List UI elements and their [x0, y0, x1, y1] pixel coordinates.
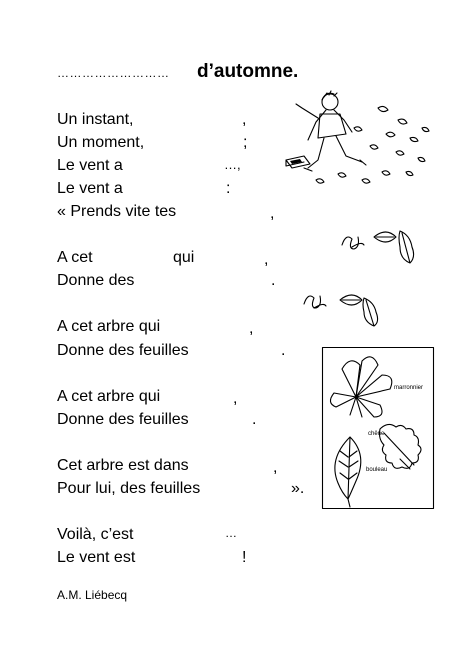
leaf-label-chene: chêne — [368, 431, 385, 437]
page-title: d’automne. — [197, 61, 299, 82]
verse-line: « Prends vite tes — [57, 203, 177, 220]
verse-line: Le vent a — [57, 180, 123, 197]
title-blank: ……………………… — [57, 66, 170, 80]
verse-punct: . — [252, 411, 257, 428]
verse-punct: ». — [291, 480, 305, 497]
verse-punct: , — [249, 320, 254, 337]
verse-punct: : — [226, 180, 231, 197]
verse-punct: . — [281, 342, 286, 359]
verse-punct: …, — [224, 157, 241, 172]
verse-punct: . — [271, 272, 276, 289]
oak-leaf-icon — [380, 424, 422, 469]
verse-line: Cet arbre est dans — [57, 457, 189, 474]
verse-line: A cet — [57, 249, 93, 266]
chestnut-leaf-icon — [330, 357, 391, 417]
blowing-leaves-icon — [300, 290, 390, 335]
verse-line: Un moment, — [57, 134, 145, 151]
author-credit: A.M. Liébecq — [57, 588, 128, 602]
verse-word: qui — [173, 249, 195, 266]
verse-line: Pour lui, des feuilles — [57, 480, 201, 497]
verse-line: Voilà, c’est — [57, 526, 134, 543]
verse-punct: , — [264, 251, 269, 268]
verse-line: Donne des feuilles — [57, 411, 189, 428]
verse-punct: ! — [242, 549, 247, 566]
boy-in-wind-icon — [278, 88, 438, 193]
verse-punct: , — [242, 111, 247, 128]
leaf-label-bouleau: bouleau — [366, 467, 388, 473]
verse-punct: , — [233, 390, 238, 407]
birch-leaf-icon — [335, 437, 361, 507]
verse-line: Donne des feuilles — [57, 342, 189, 359]
verse-line: Donne des — [57, 272, 135, 289]
verse-line: Le vent est — [57, 549, 136, 566]
verse-line: A cet arbre qui — [57, 318, 161, 335]
verse-punct: ; — [243, 134, 248, 151]
verse-punct: , — [270, 205, 275, 222]
verse-punct: … — [225, 526, 237, 540]
verse-line: Un instant, — [57, 111, 134, 128]
blowing-leaves-icon — [338, 225, 428, 270]
leaf-label-marronnier: marronnier — [394, 385, 424, 391]
leaf-panel — [322, 347, 434, 509]
verse-punct: , — [273, 459, 278, 476]
verse-line: Le vent a — [57, 157, 123, 174]
verse-line: A cet arbre qui — [57, 388, 161, 405]
